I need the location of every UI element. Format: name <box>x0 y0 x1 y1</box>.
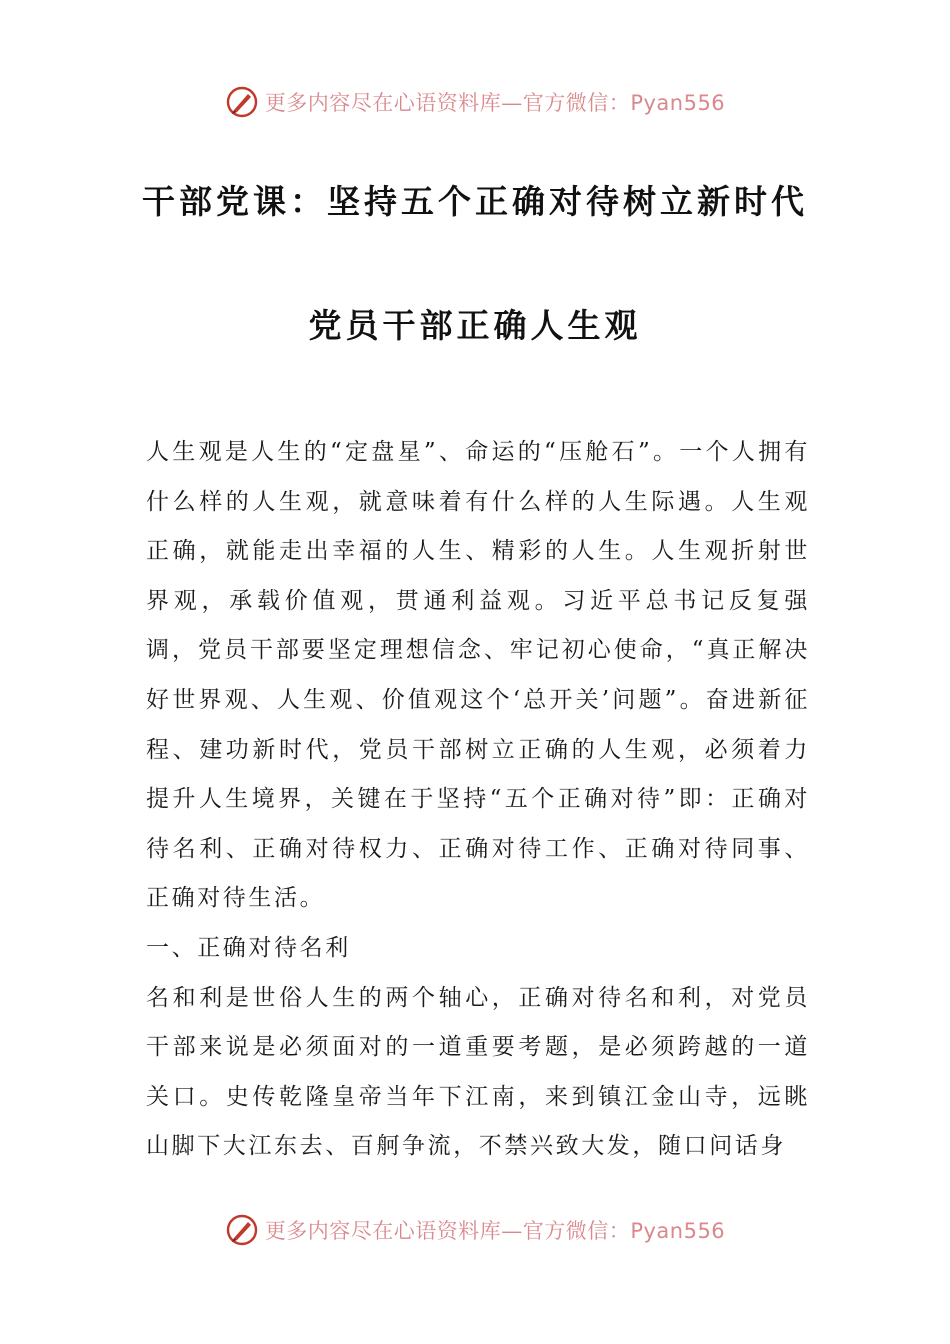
pen-circle-logo-icon <box>225 85 259 119</box>
document-title-line-1: 干部党课：坚持五个正确对待树立新时代 <box>142 182 808 221</box>
wechat-id: Pyan556 <box>630 91 726 115</box>
watermark-text: 更多内容尽在心语资料库—官方微信：Pyan556 <box>264 1219 726 1243</box>
footer-watermark-banner <box>0 1210 950 1250</box>
section-heading: 一、正确对待名利 <box>146 934 351 961</box>
paragraph-intro: 人生观是人生的“定盘星”、命运的“压舱石”。一个人拥有什么样的人生观，就意味着有什么样的人生际遇。人生观正确，就能走出幸福的人生、精彩的人生。人生观折射世界观，承载价值观，贯通利益观。习近平总书记反复强调，党员干部要坚定理想信念、牢记初心使命，“真正解决好世界观、人生观、价值观这个‘总开关’问题”。奋进新征程、建功新时代，党员干部树立正确的人生观，必须着力提升人生境界，关键在于坚持“五个正确对待”即：正确对待名利、正确对待权力、正确对待工作、正确对待同事、正确对待生活。 <box>146 439 810 912</box>
watermark-text: 更多内容尽在心语资料库—官方微信：Pyan556 <box>264 91 726 115</box>
document-body <box>146 428 810 1172</box>
pen-circle-logo-icon <box>225 1213 259 1247</box>
document-title-line-2: 党员干部正确人生观 <box>308 306 642 345</box>
wechat-id: Pyan556 <box>630 1219 726 1243</box>
paragraph-section-1: 名和利是世俗人生的两个轴心，正确对待名和利，对党员干部来说是必须面对的一道重要考题，是必须跨越的一道关口。史传乾隆皇帝当年下江南，来到镇江金山寺，远眺山脚下大江东去、百舸争流，不禁兴致大发，随口问话身 <box>146 984 810 1160</box>
header-watermark-banner <box>0 82 950 122</box>
